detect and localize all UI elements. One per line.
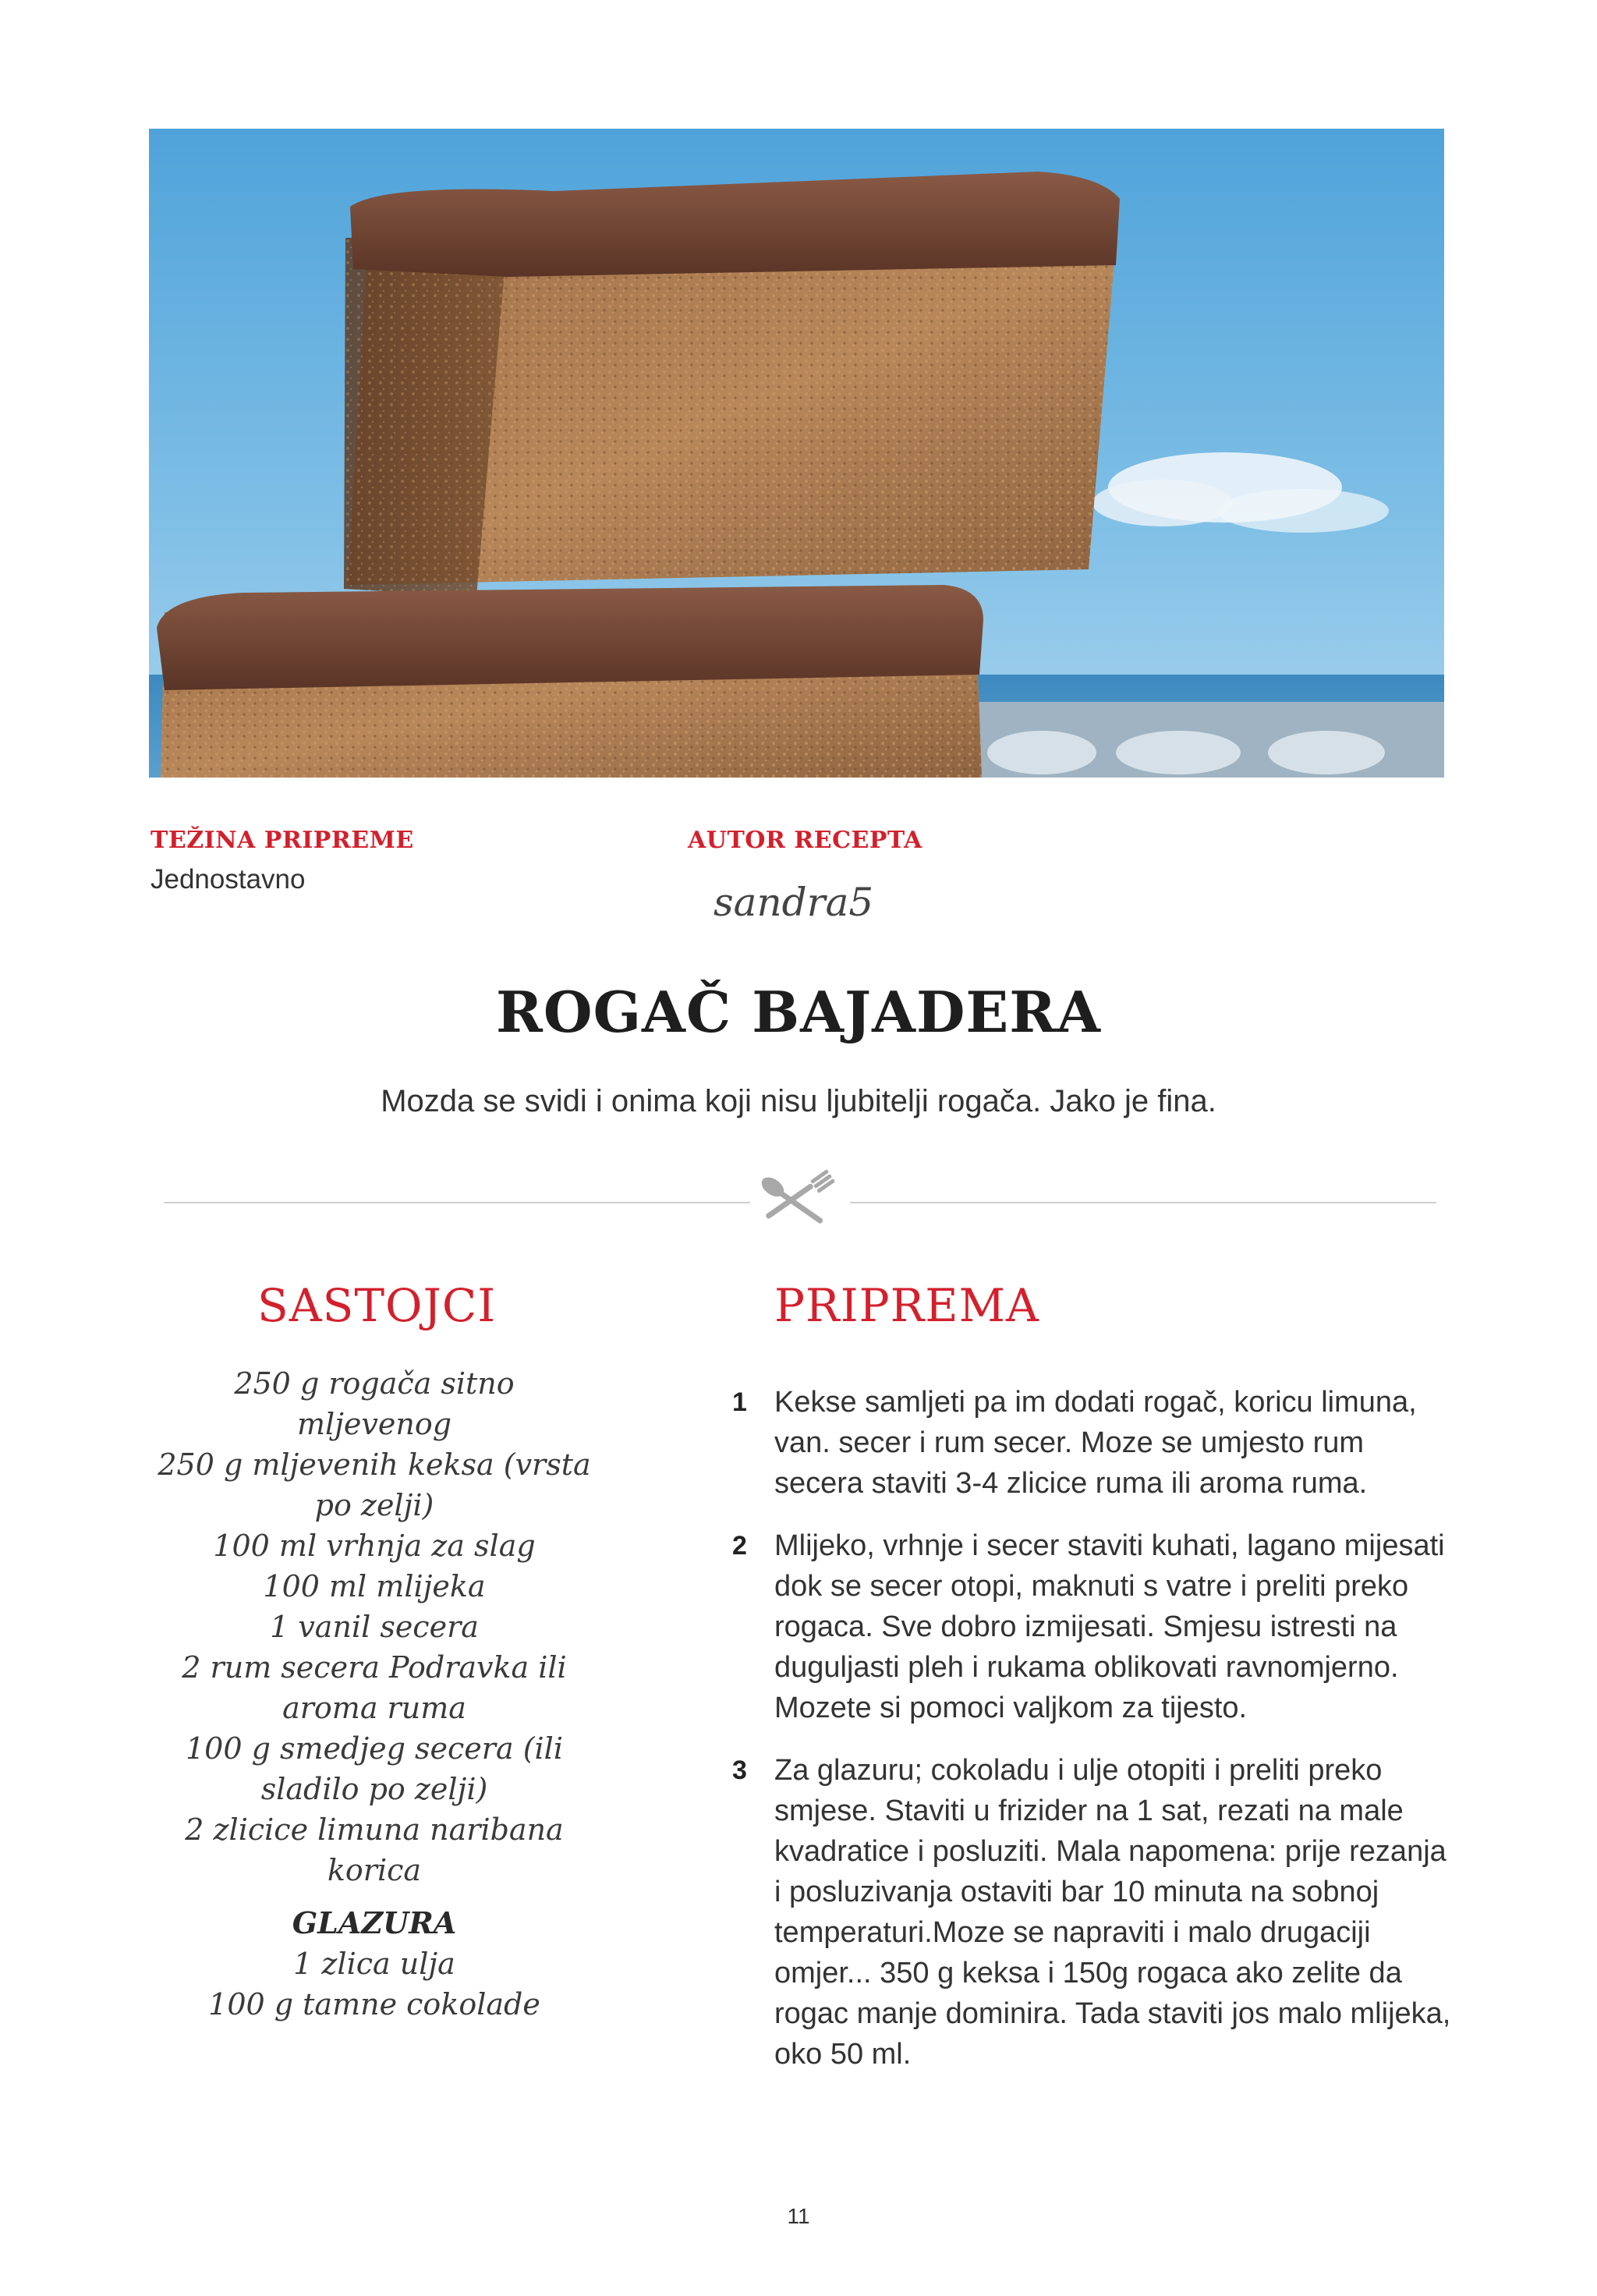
ingredients-heading: SASTOJCI [257, 1279, 497, 1332]
recipe-photo [149, 129, 1444, 778]
author-label: AUTOR RECEPTA [688, 827, 922, 854]
step-text: Mlijeko, vrhnje i secer staviti kuhati, lagano mijesati dok se secer otopi, maknuti s vatre i preliti preko rogaca. Sve dobro izmijesati. Smjesu istresti na duguljasti pleh i rukama oblikovati ravnomjerno. Mozete si pomoci valjkom za tijesto. [774, 1529, 1445, 1724]
glaze-item: 1 zlica ulja [293, 1947, 455, 1981]
ingredient-item: 250 g rogača sitno mljevenog [234, 1366, 515, 1441]
ingredient-item: 100 ml mlijeka [263, 1569, 486, 1603]
page-number: 11 [787, 2204, 810, 2228]
fork-spoon-icon [756, 1170, 841, 1232]
recipe-title: ROGAČ BAJADERA [496, 979, 1101, 1045]
step-1 [728, 1382, 1453, 1504]
ingredient-item: 2 zlicice limuna naribana korica [185, 1812, 564, 1887]
glaze-heading: GLAZURA [292, 1905, 457, 1940]
ingredient-item: 250 g mljevenih keksa (vrsta po zelji) [158, 1447, 591, 1522]
divider-line-right [850, 1202, 1436, 1203]
recipe-intro: Mozda se svidi i onima koji nisu ljubitelji rogača. Jako je fina. [381, 1084, 1216, 1118]
step-number: 2 [732, 1531, 747, 1561]
step-text: Kekse samljeti pa im dodati rogač, koricu limuna, van. secer i rum secer. Moze se umjesto rum secera staviti 3-4 zlicice ruma ili aroma ruma. [774, 1386, 1417, 1500]
step-number: 1 [732, 1387, 747, 1417]
difficulty-label: TEŽINA PRIPREME [150, 827, 414, 854]
step-3 [728, 1750, 1453, 2075]
glaze-item: 100 g tamne cokolade [208, 1987, 540, 2021]
step-2 [728, 1525, 1453, 1728]
ingredients-list [156, 1363, 593, 2025]
divider-line-left [164, 1202, 750, 1203]
author-name: sandra5 [714, 880, 874, 925]
ingredient-item: 1 vanil secera [270, 1610, 479, 1644]
step-number: 3 [732, 1756, 747, 1785]
ingredient-item: 2 rum secera Podravka ili aroma ruma [182, 1650, 567, 1725]
ingredient-item: 100 ml vrhnja za slag [213, 1529, 536, 1563]
preparation-heading: PRIPREMA [774, 1279, 1039, 1332]
difficulty-value: Jednostavno [150, 864, 306, 895]
ingredient-item: 100 g smedjeg secera (ili sladilo po zelji) [186, 1731, 563, 1806]
preparation-steps [728, 1382, 1453, 2096]
step-text: Za glazuru; cokoladu i ulje otopiti i preliti preko smjese. Staviti u frizider na 1 sat, rezati na male kvadratice i posluziti. Mala napomena: prije rezanja i posluzivanja ostaviti bar 10 minuta na sobnoj temperaturi.Moze se napraviti i malo drugaciji omjer... 350 g keksa i 150g rogaca ako zelite da rogac manje dominira. Tada staviti jos malo mlijeka, oko 50 ml. [774, 1754, 1451, 2071]
